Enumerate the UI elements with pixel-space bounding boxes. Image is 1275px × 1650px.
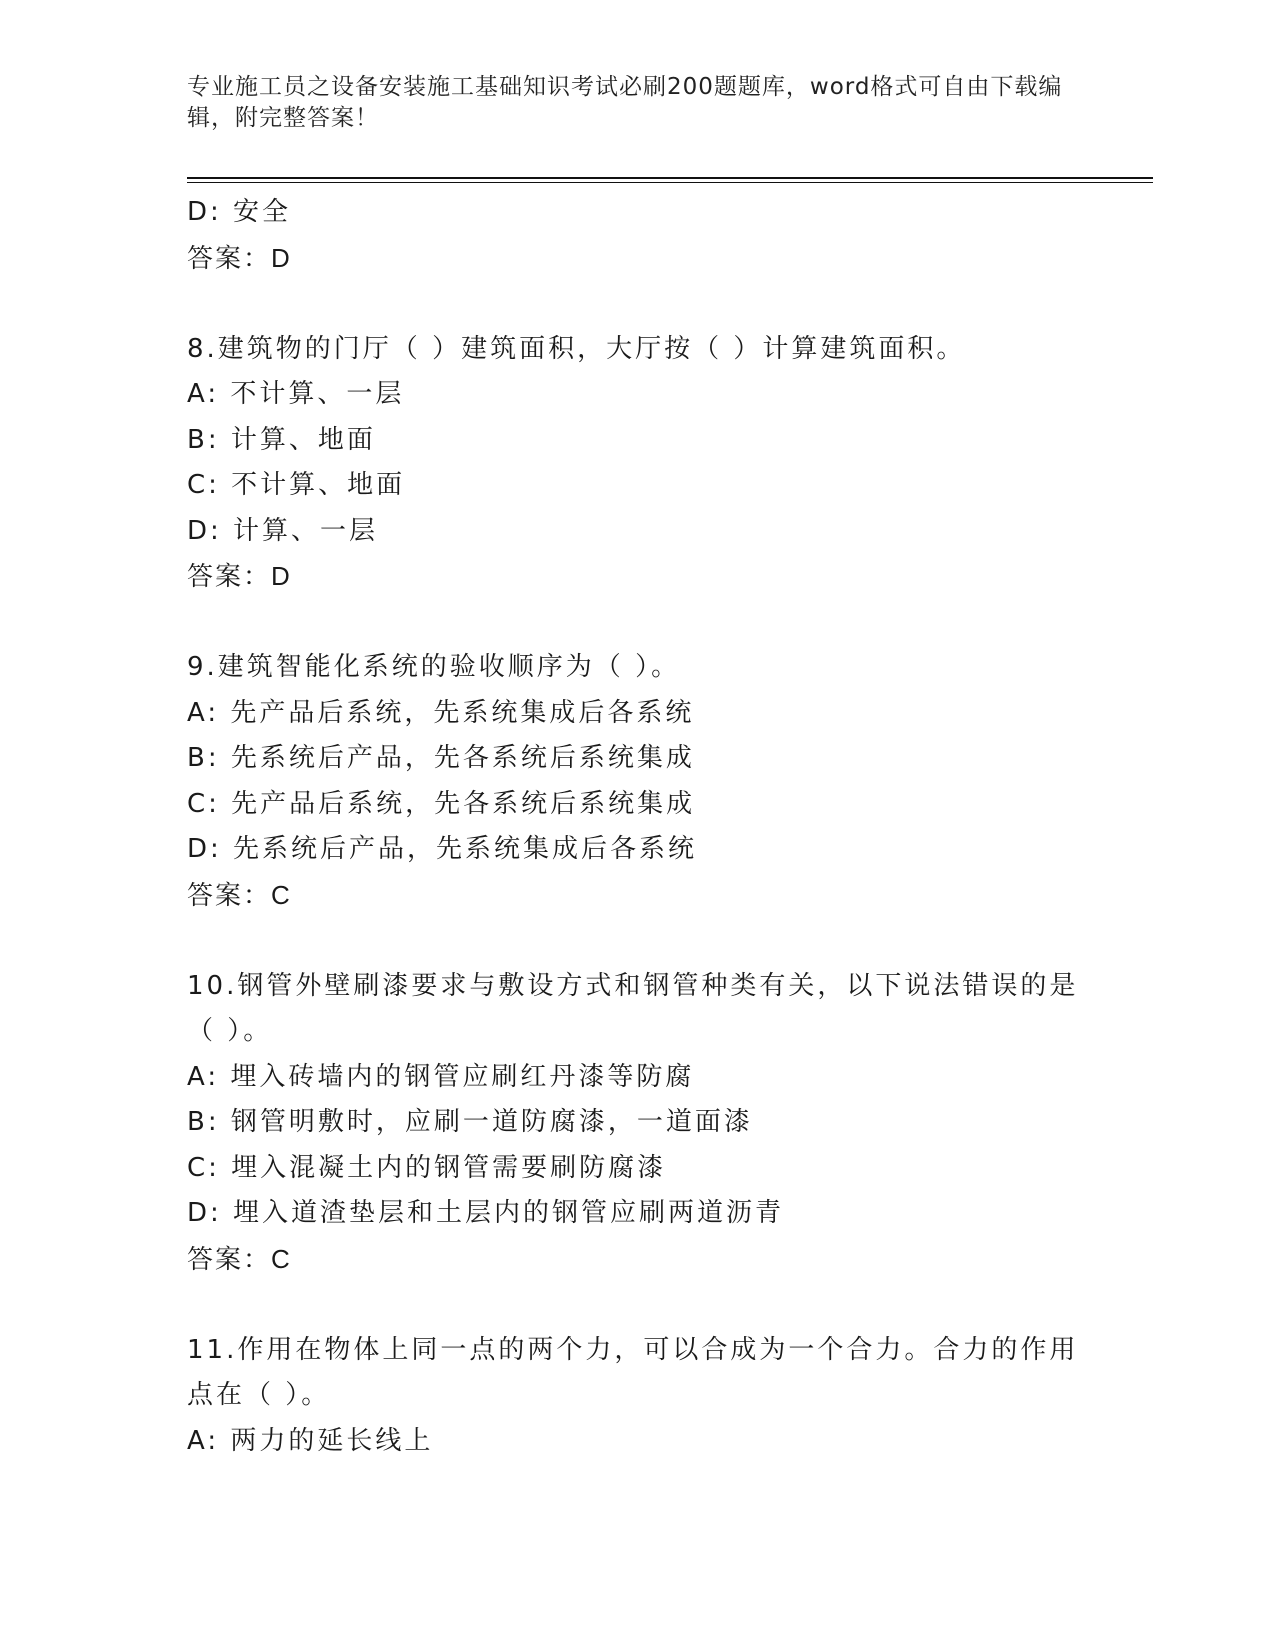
question-list bbox=[187, 190, 1087, 1464]
question-9-text: 9.建筑智能化系统的验收顺序为（ ）。 bbox=[187, 652, 681, 682]
question-8-text: 8.建筑物的门厅（ ）建筑面积，大厅按（ ）计算建筑面积。 bbox=[187, 333, 966, 364]
question-8-option-a: A: 不计算、一层 bbox=[187, 379, 405, 409]
question-8-option-b: B: 计算、地面 bbox=[187, 424, 376, 455]
question-9-option-a: A: 先产品后系统，先系统集成后各系统 bbox=[187, 697, 695, 728]
question-10-option-b: B: 钢管明敷时，应刷一道防腐漆，一道面漆 bbox=[187, 1107, 753, 1137]
header-divider-thin bbox=[187, 182, 1153, 183]
question-10-answer: 答案：C bbox=[187, 1243, 292, 1274]
question-8-option-d: D: 计算、一层 bbox=[187, 515, 379, 546]
question-10-text: 10.钢管外壁刷漆要求与敷设方式和钢管种类有关，以下说法错误的是（ ）。 bbox=[187, 970, 1079, 1046]
question-10-option-d: D: 埋入道渣垫层和土层内的钢管应刷两道沥青 bbox=[187, 1198, 785, 1228]
document-header: 专业施工员之设备安装施工基础知识考试必刷200题题库，word格式可自由下载编辑，附完整答案！ bbox=[187, 74, 1063, 131]
question-9-option-c: C: 先产品后系统，先各系统后系统集成 bbox=[187, 788, 696, 819]
header-divider bbox=[187, 177, 1153, 179]
question-8-option-c: C: 不计算、地面 bbox=[187, 470, 406, 500]
spacer bbox=[187, 600, 1087, 646]
question-9-option-b: B: 先系统后产品，先各系统后系统集成 bbox=[187, 743, 695, 773]
prev-option-d: D: 安全 bbox=[187, 197, 292, 227]
prev-answer: 答案：D bbox=[187, 242, 292, 273]
question-9-option-d: D: 先系统后产品，先系统集成后各系统 bbox=[187, 834, 698, 864]
spacer bbox=[187, 281, 1087, 327]
spacer bbox=[187, 1282, 1087, 1328]
question-8-answer: 答案：D bbox=[187, 561, 292, 591]
question-10-option-a: A: 埋入砖墙内的钢管应刷红丹漆等防腐 bbox=[187, 1061, 695, 1092]
question-10-option-c: C: 埋入混凝土内的钢管需要刷防腐漆 bbox=[187, 1152, 667, 1183]
question-11-text: 11.作用在物体上同一点的两个力，可以合成为一个合力。合力的作用点在（ ）。 bbox=[187, 1334, 1079, 1410]
spacer bbox=[187, 918, 1087, 964]
question-9-answer: 答案：C bbox=[187, 879, 292, 910]
question-11-option-a: A: 两力的延长线上 bbox=[187, 1425, 434, 1456]
